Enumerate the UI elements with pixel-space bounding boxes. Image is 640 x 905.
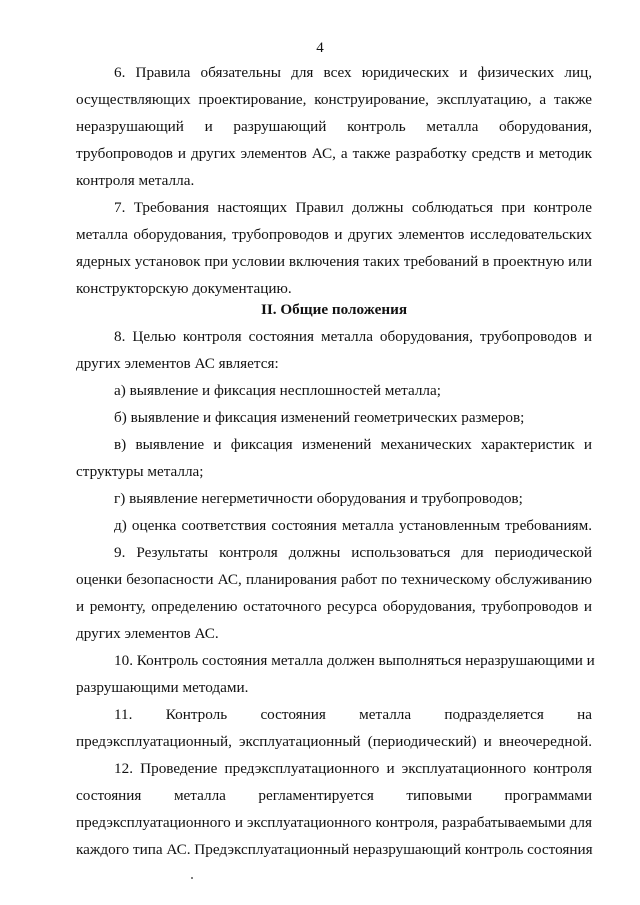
text-line: 9. Результаты контроля должны использоваться для периодической (114, 544, 592, 561)
text-line: других элементов АС. (76, 625, 219, 642)
scan-speck (191, 877, 193, 879)
text-line: неразрушающий и разрушающий контроль металла оборудования, (76, 118, 592, 135)
text-line: металла оборудования, трубопроводов и других элементов исследовательских (76, 226, 592, 243)
list-item: б) выявление и фиксация изменений геометрических размеров; (114, 409, 525, 426)
list-item: д) оценка соответствия состояния металла установленным требованиям. (114, 517, 592, 534)
text-line: 8. Целью контроля состояния металла оборудования, трубопроводов и (114, 328, 592, 345)
text-line: предэксплуатационный, эксплуатационный (периодический) и внеочередной. (76, 733, 592, 750)
text-line: 10. Контроль состояния металла должен выполняться неразрушающими и (114, 652, 595, 669)
text-line: каждого типа АС. Предэксплуатационный неразрушающий контроль состояния (76, 841, 593, 858)
text-line: предэксплуатационного и эксплуатационного контроля, разрабатываемыми для (76, 814, 592, 831)
text-line: оценки безопасности АС, планирования работ по техническому обслуживанию (76, 571, 592, 588)
section-heading: II. Общие положения (260, 301, 408, 318)
text-line: ядерных установок при условии включения таких требований в проектную или (76, 253, 592, 270)
text-line: конструкторскую документацию. (76, 280, 292, 297)
text-line: 6. Правила обязательны для всех юридических и физических лиц, (114, 64, 592, 81)
text-line: и ремонту, определению остаточного ресурса оборудования, трубопроводов и (76, 598, 592, 615)
text-line: состояния металла регламентируется типовыми программами (76, 787, 592, 804)
text-line: трубопроводов и других элементов АС, а также разработку средств и методик (76, 145, 592, 162)
text-line: 12. Проведение предэксплуатационного и эксплуатационного контроля (114, 760, 592, 777)
text-line: контроля металла. (76, 172, 195, 189)
list-item: в) выявление и фиксация изменений механических характеристик и (114, 436, 592, 453)
text-line: осуществляющих проектирование, конструирование, эксплуатацию, а также (76, 91, 592, 108)
text-line: структуры металла; (76, 463, 204, 480)
text-line: разрушающими методами. (76, 679, 249, 696)
text-line: 7. Требования настоящих Правил должны соблюдаться при контроле (114, 199, 592, 216)
page-number: 4 (316, 40, 324, 56)
text-line: 11. Контроль состояния металла подразделяется на (114, 706, 592, 723)
list-item: а) выявление и фиксация несплошностей металла; (114, 382, 441, 399)
text-line: других элементов АС является: (76, 355, 279, 372)
list-item: г) выявление негерметичности оборудования и трубопроводов; (114, 490, 523, 507)
